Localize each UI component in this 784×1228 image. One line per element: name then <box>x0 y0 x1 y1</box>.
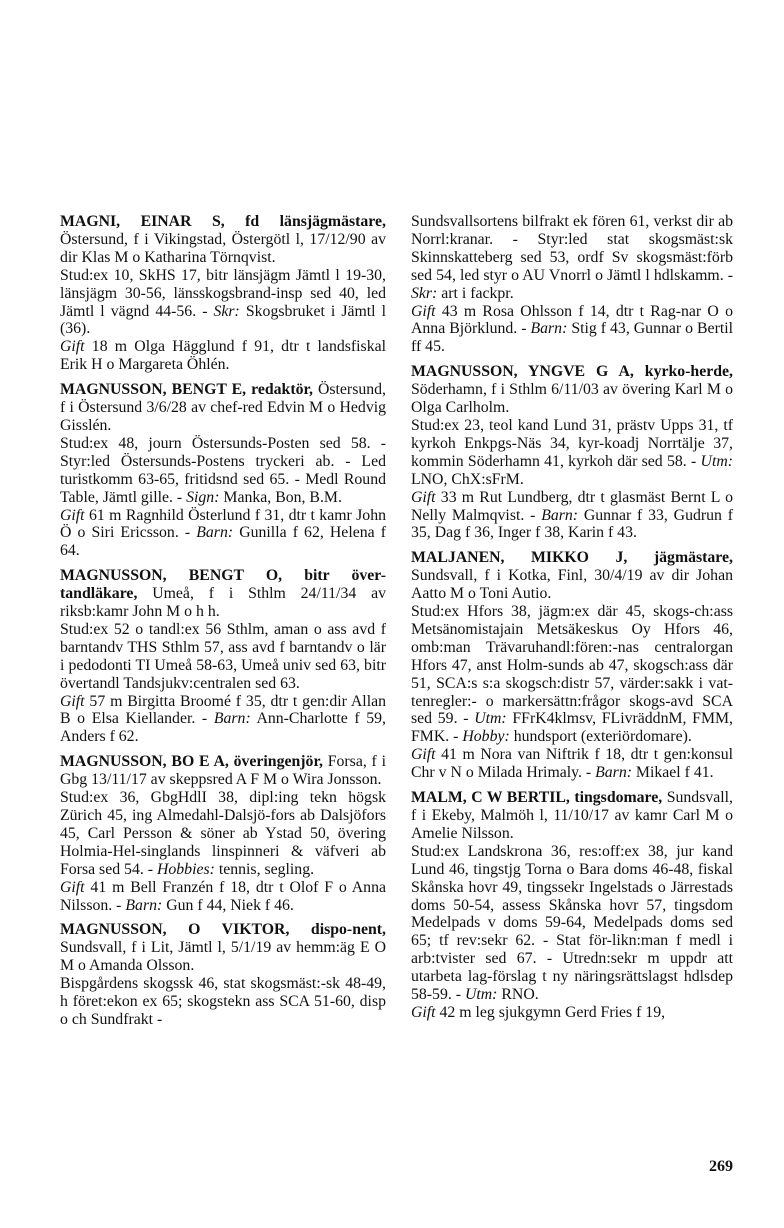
field-label: Barn: <box>541 506 579 524</box>
field-label: Gift <box>60 338 85 356</box>
entry-text: Gunilla f 62, Helena f 64. <box>60 524 386 560</box>
field-label: Skr: <box>411 284 438 302</box>
biography-entry <box>411 213 733 356</box>
entry-text: 57 m Birgitta Broomé f 35, dtr t gen:dir Allan B o Elsa Kiellander. - <box>60 692 386 728</box>
entry-text: Stud:ex 48, journ Östersunds-Posten sed 58. - Styr:led Östersunds-Postens tryckeri ab. - Led turistkomm 63-65, fritidsnd sed 65. - Medl Round Table, Jämtl gille. - <box>60 434 386 506</box>
entry-text: Sundsvall, f i Ekeby, Malmöh l, 11/10/17 av kamr Carl M o Amelie Nilsson. <box>411 789 733 842</box>
entry-name: MAGNUSSON, O VIKTOR, dispo-nent, <box>60 921 386 939</box>
entry-heading-paragraph <box>411 363 733 417</box>
field-label: Barn: <box>125 896 163 914</box>
entry-paragraph <box>60 693 386 747</box>
entry-text: Stig f 43, Gunnar o Bertil ff 45. <box>411 320 733 356</box>
entry-text: Gunnar f 33, Gudrun f 35, Dag f 36, Inger f 38, Karin f 43. <box>411 506 733 542</box>
entry-heading-paragraph <box>411 789 733 843</box>
field-label: Utm: <box>464 986 498 1004</box>
entry-text: FFrK4klmsv, FLivräddnM, FMM, FMK. - <box>411 710 733 746</box>
entry-paragraph <box>60 789 386 879</box>
entry-text: 43 m Rosa Ohlsson f 14, dtr t Rag-nar O o Anna Björklund. - <box>411 302 733 338</box>
entry-paragraph <box>411 489 733 543</box>
field-label: Skr: <box>213 302 240 320</box>
entry-text: art i fackpr. <box>437 284 514 302</box>
entry-text: Östersund, f i Vikingstad, Östergötl l, 17/12/90 av dir Klas M o Katharina Törnqvist. <box>60 230 386 266</box>
entry-text: Skogsbruket i Jämtl l (36). <box>60 302 386 338</box>
biography-entry <box>411 549 733 782</box>
left-column <box>60 213 386 1036</box>
entry-text: hundsport (exteriördomare). <box>509 728 692 746</box>
field-label: Utm: <box>700 452 733 470</box>
entry-text: 41 m Nora van Niftrik f 18, dtr t gen:konsul Chr v N o Milada Hrimaly. - <box>411 746 733 782</box>
entry-paragraph <box>60 267 386 339</box>
entry-name: MAGNUSSON, YNGVE G A, kyrko-herde, <box>411 363 733 381</box>
entry-text: Sundsvall, f i Lit, Jämtl l, 5/1/19 av hemm:äg E O M o Amanda Olsson. <box>60 939 386 975</box>
entry-heading-paragraph <box>60 381 386 435</box>
entry-paragraph <box>411 746 733 782</box>
entry-text: Stud:ex 52 o tandl:ex 56 Sthlm, aman o ass avd f barntandv THS Sthlm 57, ass avd f barntandv o lär i pedodonti TI Umeå 58-63, Umeå univ sed 63, bitr övertandl Tandsjukv:centralen sed 63. <box>60 620 386 692</box>
entry-text: Stud:ex Landskrona 36, res:off:ex 38, jur kand Lund 46, tingstjg Torna o Bara doms 46-48, fiskal Skånska hovr 49, tingssekr Ingelstads o Järrestads doms 50-54, assess Skånska hovr 57, tingsdom Medelpads v doms 59-64, Medelpads doms sed 65; tf rev:sekr 62. - Stat för-likn:man f medl i arb:tvister sed 67. - Utredn:sekr m uppdr att utarbeta lag-förslag t ny näringsrättslagst hdlsdep 58-59. - <box>411 842 733 1004</box>
entry-text: 41 m Bell Franzén f 18, dtr t Olof F o Anna Nilsson. - <box>60 878 386 914</box>
biography-entry <box>60 213 386 374</box>
field-label: Gift <box>411 1003 436 1021</box>
entry-paragraph <box>60 975 386 1029</box>
field-label: Sign: <box>186 488 220 506</box>
entry-text: 42 m leg sjukgymn Gerd Fries f 19, <box>435 1003 666 1021</box>
field-label: Barn: <box>213 710 251 728</box>
entry-paragraph <box>60 338 386 374</box>
entry-text: tennis, segling. <box>214 860 315 878</box>
entry-paragraph <box>60 621 386 693</box>
field-label: Gift <box>411 746 436 764</box>
entry-text: Manka, Bon, B.M. <box>219 488 342 506</box>
entry-heading-paragraph <box>411 213 733 303</box>
entry-text: Sundsvallsortens bilfrakt ek fören 61, verkst dir ab Norrl:kranar. - Styr:led stat skogsmäst:sk Skinnskatteberg sed 53, ordf Sv skogsmäst:förb sed 54, led styr o AU Vnorrl o Jämtl l hdlskamm. - <box>411 213 733 284</box>
entry-heading-paragraph <box>60 753 386 789</box>
entry-paragraph <box>411 1004 733 1022</box>
entry-text: Umeå, f i Sthlm 24/11/34 av riksb:kamr John M o h h. <box>60 585 386 621</box>
entry-text: Sundsvall, f i Kotka, Finl, 30/4/19 av dir Johan Aatto M o Toni Autio. <box>411 567 733 603</box>
entry-text: RNO. <box>497 986 539 1004</box>
field-label: Hobby: <box>462 728 510 746</box>
entry-heading-paragraph <box>60 921 386 975</box>
field-label: Gift <box>411 302 436 320</box>
entry-text: Stud:ex 10, SkHS 17, bitr länsjägm Jämtl l 19-30, länsjägm 30-56, länsskogsbrand-insp sed 40, led Jämtl l vägnd 44-56. - <box>60 266 386 320</box>
entry-text: Bispgårdens skogssk 46, stat skogsmäst:-sk 48-49, h föret:ekon ex 65; skogstekn ass SCA 51-60, disp o ch Sundfrakt - <box>60 975 386 1028</box>
biography-entry <box>60 381 386 560</box>
entry-paragraph <box>411 843 733 1004</box>
field-label: Barn: <box>196 524 234 542</box>
field-label: Gift <box>60 506 85 524</box>
entry-heading-paragraph <box>60 213 386 267</box>
biography-entry <box>60 921 386 1028</box>
entry-text: LNO, ChX:sFrM. <box>411 470 524 488</box>
entry-paragraph <box>411 603 733 746</box>
field-label: Gift <box>411 488 436 506</box>
entry-paragraph <box>60 879 386 915</box>
entry-name: MAGNUSSON, BENGT E, redaktör, <box>60 381 313 399</box>
entry-name: MALJANEN, MIKKO J, jägmästare, <box>411 549 733 567</box>
entry-text: 18 m Olga Hägglund f 91, dtr t landsfiskal Erik H o Margareta Öhlén. <box>60 338 386 374</box>
entry-name: MAGNUSSON, BENGT O, bitr över-tandläkare, <box>60 567 386 603</box>
field-label: Hobbies: <box>156 860 215 878</box>
entry-paragraph <box>411 417 733 489</box>
entry-text: Stud:ex 23, teol kand Lund 31, prästv Upps 31, tf kyrkoh Enkpgs-Näs 34, kyr-koadj Norrtälje 37, kommin Söderhamn 41, kyrkoh där sed 58. - <box>411 416 733 470</box>
entry-text: Stud:ex 36, GbgHdlI 38, dipl:ing tekn högsk Zürich 45, ing Almedahl-Dalsjö-fors ab Dalsjöfors 45, Carl Persson & söner ab Ystad 50, övering Holmia-Hel-singlands linspinneri & väfveri ab Forsa sed 54. - <box>60 789 386 878</box>
entry-name: MALM, C W BERTIL, tingsdomare, <box>411 789 663 807</box>
biography-entry <box>60 753 386 914</box>
entry-text: Ann-Charlotte f 59, Anders f 62. <box>60 710 387 746</box>
entry-name: MAGNUSSON, BO E A, överingenjör, <box>60 753 323 771</box>
biography-entry <box>411 789 733 1022</box>
entry-text: Stud:ex Hfors 38, jägm:ex där 45, skogs-ch:ass Metsänomistajain Metsäkeskus Oy Hfors 46, omb:man Trävaruhandl:fören:-nas centralorgan Hfors 47, anst Holm-sunds ab 47, skogsch:ass där 51, SCA:s s:a skogsch:distr 57, värder:sakk i vat-tenregler:- o markersättn:frågor skogs-avd SCA sed 59. - <box>411 603 733 728</box>
entry-heading-paragraph <box>411 549 733 603</box>
entry-heading-paragraph <box>60 567 386 621</box>
entry-text: Östersund, f i Östersund 3/6/28 av chef-red Edvin M o Hedvig Gisslén. <box>60 381 386 434</box>
biography-entry <box>411 363 733 542</box>
field-label: Barn: <box>530 320 568 338</box>
biography-entry <box>60 567 386 746</box>
entry-name: MAGNI, EINAR S, fd länsjägmästare, <box>60 213 386 230</box>
entry-text: 61 m Ragnhild Österlund f 31, dtr t kamr John Ö o Siri Ericsson. - <box>60 506 386 542</box>
entry-paragraph <box>60 435 386 507</box>
entry-paragraph <box>411 303 733 357</box>
field-label: Barn: <box>595 764 632 782</box>
page-number: 269 <box>709 1158 733 1175</box>
field-label: Utm: <box>474 710 507 728</box>
entry-text: Gun f 44, Niek f 46. <box>162 896 294 914</box>
entry-text: 33 m Rut Lundberg, dtr t glasmäst Bernt L o Nelly Malmqvist. - <box>411 488 733 524</box>
entry-text: Mikael f 41. <box>631 764 714 782</box>
entry-text: Forsa, f i Gbg 13/11/17 av skeppsred A F M o Wira Jonsson. <box>60 753 386 789</box>
field-label: Gift <box>60 878 85 896</box>
field-label: Gift <box>60 692 85 710</box>
entry-text: Söderhamn, f i Sthlm 6/11/03 av övering Karl M o Olga Carlholm. <box>411 381 733 417</box>
right-column <box>411 213 733 1029</box>
entry-paragraph <box>60 507 386 561</box>
